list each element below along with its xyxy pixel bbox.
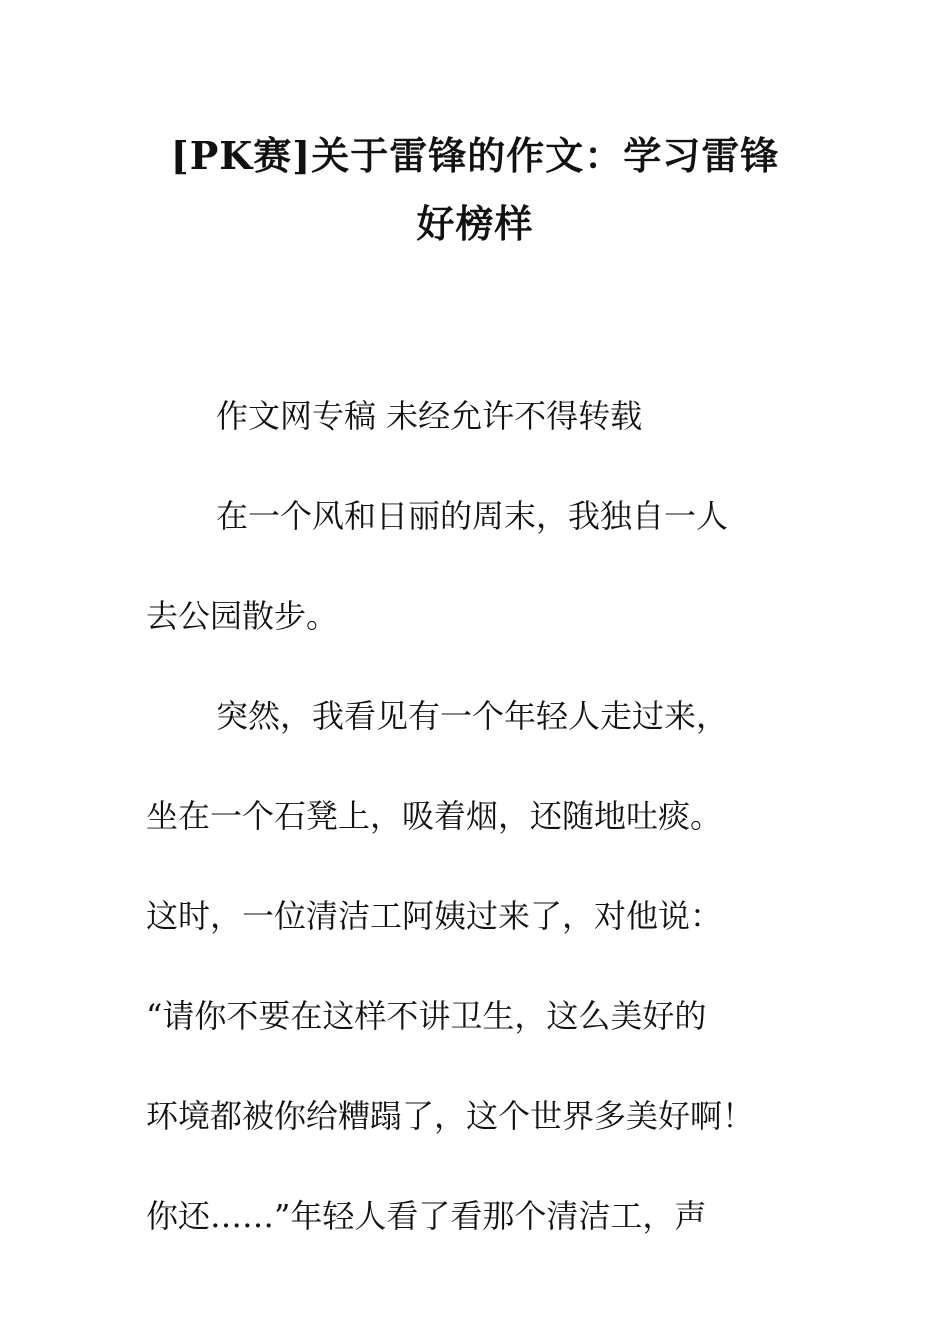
paragraph-line: 你还……”年轻人看了看那个清洁工，声 <box>146 1197 707 1235</box>
paragraph-line: 突然，我看见有一个年轻人走过来， <box>216 697 729 735</box>
paragraph-line: 环境都被你给糟蹋了，这个世界多美好啊！ <box>146 1097 755 1135</box>
paragraph-line: 去公园散步。 <box>146 597 339 635</box>
paragraph-line: 坐在一个石凳上，吸着烟，还随地吐痰。 <box>146 797 723 835</box>
title-line-2: 好榜样 <box>416 201 534 246</box>
page-title <box>120 122 830 258</box>
article-body <box>146 366 806 1266</box>
source-note: 作文网专稿 未经允许不得转载 <box>216 397 643 435</box>
paragraph-line: 这时，一位清洁工阿姨过来了，对他说： <box>146 897 723 935</box>
title-line-1: [PK赛]关于雷锋的作文：学习雷锋 <box>170 133 780 178</box>
paragraph-line: 在一个风和日丽的周末，我独自一人 <box>216 497 729 535</box>
paragraph-line: “请你不要在这样不讲卫生，这么美好的 <box>146 997 707 1035</box>
